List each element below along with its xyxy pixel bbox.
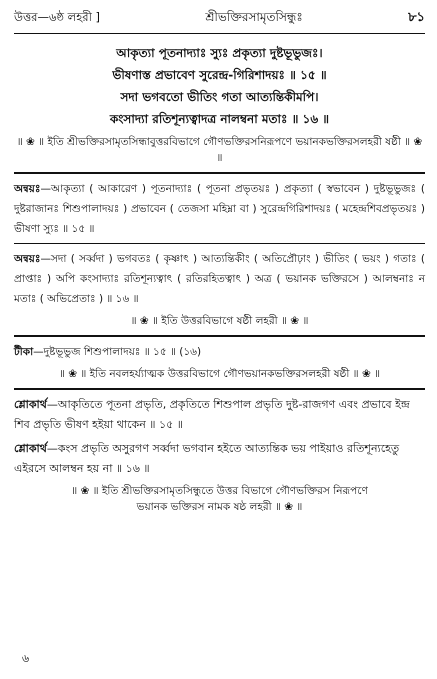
- header-title: শ্রীভক্তিরসামৃতসিন্ধুঃ: [205, 10, 303, 24]
- forme-signature: ৬: [22, 652, 30, 665]
- verse-block: [14, 42, 425, 130]
- colophon-nava: ॥ ❀ ॥ ইতি নবলহর্য্যাত্মক উত্তরবিভাগে গৌণভয়ানকভক্তিরসলহরী ষষ্ঠী ॥ ❀ ॥: [58, 368, 381, 380]
- section-end: ॥ ❀ ॥ ইতি উত্তরবিভাগে ষষ্ঠী লহরী ॥ ❀ ॥: [130, 315, 309, 327]
- running-header: [14, 8, 425, 34]
- shlokartha-text: —আকৃতিতে পূতনা প্রভৃতি, প্রকৃতিতে শিশুপাল প্রভৃতি দুষ্ট-রাজগণ এবং প্রভাবে ইন্দ্র শিব প্রভৃতি ভীষণ হইয়া থাকেন ॥ ১৫ ॥: [14, 398, 410, 431]
- tika-text: —দুষ্টভূভুজ শিশুপালাদয়ঃ ॥ ১৫ ॥ (১৬): [33, 346, 202, 358]
- verse-line: সদা ভগবতো ভীতিং গতা আত্যন্তিকীমপি।: [120, 90, 319, 104]
- anvaya-label: অন্বয়ঃ: [14, 253, 41, 265]
- tika-paragraph: [14, 342, 425, 362]
- page: [14, 8, 425, 515]
- anvaya-label: অন্বয়ঃ: [14, 183, 41, 195]
- anvaya-paragraph: [14, 179, 425, 239]
- shlokartha-text: —কংস প্রভৃতি অসুরগণ সর্ব্বদা ভগবান হইতে আত্যন্তিক ভয় পাইয়াও রতিশূন্যহেতু এইরসে আলম্বন হয় না ॥ ১৬ ॥: [14, 442, 400, 475]
- verse-line: কংসাদ্যা রতিশূন্যত্বাদত্র নালম্বনা মতাঃ ॥ ১৬ ॥: [109, 112, 330, 126]
- divider: [14, 172, 425, 174]
- header-section: উত্তর—৬ষ্ঠ লহরী ]: [14, 10, 101, 24]
- colophon-sanskrit: ॥ ❀ ॥ ইতি শ্রীভক্তিরসামৃতসিন্ধাবুত্তরবিভাগে গৌণভক্তিরসনিরূপণে ভয়ানকভক্তিরসলহরী ষষ্ঠী ॥ ❀ ॥: [16, 136, 423, 164]
- shlokartha-paragraph: [14, 395, 425, 435]
- shlokartha-label: শ্লোকার্থ: [14, 398, 47, 411]
- anvaya-paragraph: [14, 249, 425, 309]
- colophon-line: ॥ ❀ ॥ ইতি শ্রীভক্তিরসামৃতসিন্ধুতে উত্তর বিভাগে গৌণভক্তিরস নিরূপণে: [71, 485, 368, 497]
- divider: [14, 335, 425, 337]
- tika-label: টীকা: [14, 346, 34, 358]
- colophon-line: ভয়ানক ভক্তিরস নামক ষষ্ঠ লহরী ॥ ❀ ॥: [136, 501, 303, 513]
- anvaya-text: —আকৃত্যা ( আকারেণ ) পূতনাদ্যাঃ ( পূতনা প্রভৃতয়ঃ ) প্রকৃত্যা ( স্বভাবেন ) দুষ্টভূভুজঃ ( দুষ্টরাজানঃ শিশুপালাদয়ঃ ) প্রভাবেন ( তেজসা মহিম্না বা ) সুরেন্দ্রগিরিশাদয়ঃ ( মহেন্দ্রশিবপ্রভৃতয়ঃ ) ভীষণা স্যুঃ ॥ ১৫ ॥: [14, 183, 425, 235]
- verse-line: ভীষণাস্ত প্রভাবেণ সুরেন্দ্র-গিরিশাদয়ঃ ॥ ১৫ ॥: [112, 68, 327, 82]
- colophon-bengali: [14, 483, 425, 515]
- shlokartha-label: শ্লোকার্থ: [14, 442, 47, 455]
- verse-line: আকৃত্যা পূতনাদ্যাঃ স্যুঃ প্রকৃত্যা দুষ্টভূভুজঃ।: [116, 46, 323, 60]
- page-number: ৮১: [408, 10, 425, 25]
- anvaya-text: —সদা ( সর্ব্বদা ) ভগবতঃ ( কৃষ্ণাৎ ) আত্যন্তিকীং ( অতিপ্রৌঢ়াং ) ভীতিং ( ভয়ং ) গতাঃ ( প্রাপ্তাঃ ) অপি কংসাদ্যাঃ রতিশূন্যত্বাৎ ( রতিরহিতত্বাৎ ) অত্র ( ভয়ানক ভক্তিরসে ) আলম্বনাঃ ন মতাঃ ( অভিপ্রেতাঃ ) ॥ ১৬ ॥: [14, 253, 425, 305]
- divider: [14, 243, 425, 244]
- divider: [14, 388, 425, 390]
- shlokartha-paragraph: [14, 439, 425, 479]
